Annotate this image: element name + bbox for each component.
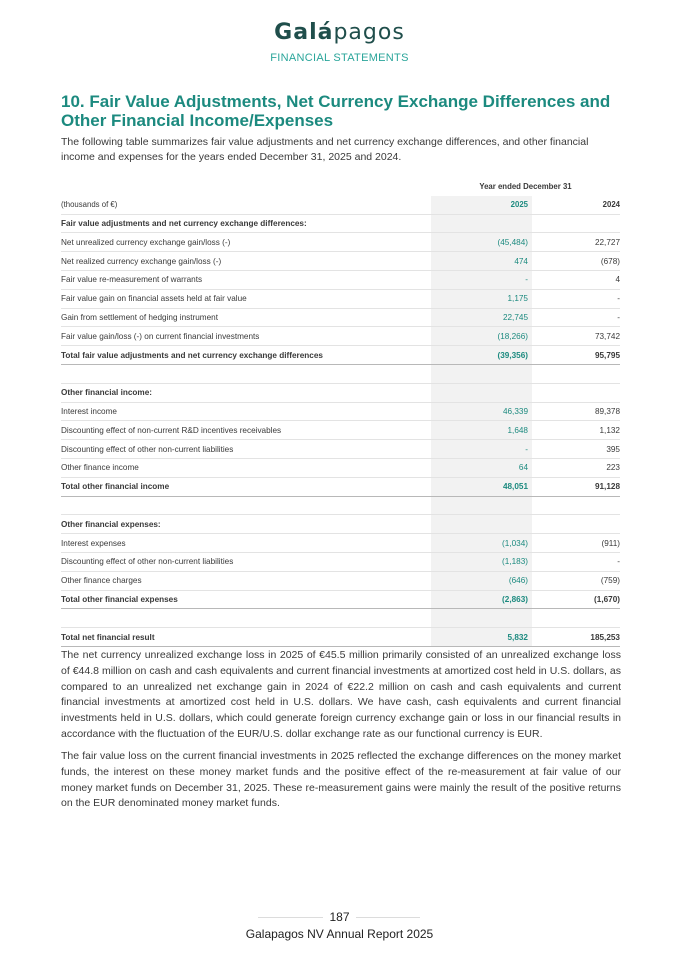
value-2025: - [431,440,532,459]
value-2025: 22,745 [431,308,532,327]
value-2024: (1,670) [532,590,620,609]
row-label: Total other financial income [61,477,427,496]
table-total-row [61,628,620,647]
value-2024: 223 [532,458,620,477]
value-2025: 48,051 [431,477,532,496]
table-section-header-row [61,383,620,402]
value-2025 [431,364,532,383]
column-header-2024: 2024 [532,196,620,214]
value-2024: (759) [532,571,620,590]
value-2024: 89,378 [532,402,620,421]
financial-table [61,178,620,647]
row-label: Other financial expenses: [61,515,427,534]
row-label: Total net financial result [61,628,427,647]
value-2025: (45,484) [431,233,532,252]
value-2025: (646) [431,571,532,590]
value-2024: 95,795 [532,346,620,365]
value-2024: 395 [532,440,620,459]
value-2025: 46,339 [431,402,532,421]
value-2024 [532,214,620,233]
value-2025: 64 [431,458,532,477]
table-row [61,571,620,590]
table-year-header-row [61,178,620,196]
row-label: Net unrealized currency exchange gain/loss (-) [61,233,427,252]
table-spacer-row [61,364,620,383]
value-2024 [532,383,620,402]
paragraph-currency-loss: The net currency unrealized exchange loss in 2025 of €45.5 million primarily consisted of an unrealized exchange loss of €44.8 million on cash and cash equivalents and current financial investments at amortized cost held in U.S. dollars, as compared to an unrealized net exchange gain in 2024 of €22.2 million on cash and cash equivalents and current financial investments at amortized cost held in U.S. dollars. We have cash, cash equivalents and current financial investments held in U.S. dollars, which could generate foreign currency exchange gain or loss in our financial results in accordance with the fluctuation of the EUR/U.S. dollar exchange rate as our functional currency is EUR. [61,649,621,740]
value-2024: - [532,308,620,327]
table-row [61,458,620,477]
value-2025: 1,648 [431,421,532,440]
value-2025: (2,863) [431,590,532,609]
page-number [0,910,679,924]
value-2024: 4 [532,270,620,289]
table-section-header-row [61,214,620,233]
row-label: Gain from settlement of hedging instrument [61,308,427,327]
row-label [61,609,427,628]
company-logo [0,20,679,45]
unit-label: (thousands of €) [61,196,427,214]
table-spacer-row [61,496,620,515]
row-label: Total fair value adjustments and net currency exchange differences [61,346,427,365]
table-total-row [61,590,620,609]
row-label: Discounting effect of other non-current liabilities [61,440,427,459]
table-total-row [61,477,620,496]
table-row [61,233,620,252]
row-label: Interest income [61,402,427,421]
table-row [61,552,620,571]
table-row [61,534,620,553]
page-number-text: 187 [323,910,355,924]
report-title-footer: Galapagos NV Annual Report 2025 [245,927,434,941]
row-label: Other financial income: [61,383,427,402]
row-label: Fair value adjustments and net currency exchange differences: [61,214,427,233]
table-row [61,402,620,421]
value-2024: 73,742 [532,327,620,346]
section-label: FINANCIAL STATEMENTS [270,52,409,64]
table-row [61,270,620,289]
value-2025: 474 [431,252,532,271]
table-section-header-row [61,515,620,534]
value-2025 [431,496,532,515]
table-row [61,308,620,327]
value-2024 [532,496,620,515]
row-label: Other finance charges [61,571,427,590]
table-row [61,440,620,459]
intro-paragraph: The following table summarizes fair value adjustments and net currency exchange differences, and other financial income and expenses for the years ended December 31, 2025 and 2024. [61,136,589,163]
row-label: Discounting effect of other non-current liabilities [61,552,427,571]
value-2025: (1,183) [431,552,532,571]
value-2024: (678) [532,252,620,271]
row-label: Fair value re-measurement of warrants [61,270,427,289]
table-row [61,289,620,308]
value-2025 [431,214,532,233]
table-row [61,252,620,271]
value-2024: - [532,289,620,308]
value-2024 [532,609,620,628]
value-2024: 91,128 [532,477,620,496]
value-2025 [431,515,532,534]
paragraph-fair-value-loss: The fair value loss on the current financial investments in 2025 reflected the exchange differences on the money market funds, the interest on these money market funds and the positive effect of the re-measurement at fair value of our money market funds on December 31, 2025. These re-measurement gains were mainly the result of the positive returns on the EUR denominated money market funds. [61,750,621,810]
row-label [61,364,427,383]
value-2025: (1,034) [431,534,532,553]
row-label: Fair value gain/loss (-) on current financial investments [61,327,427,346]
row-label: Fair value gain on financial assets held at fair value [61,289,427,308]
value-2025: (18,266) [431,327,532,346]
value-2025: 1,175 [431,289,532,308]
year-header: Year ended December 31 [479,182,572,192]
value-2024: 1,132 [532,421,620,440]
table-column-header-row [61,196,620,214]
value-2025 [431,609,532,628]
row-label: Interest expenses [61,534,427,553]
value-2025: - [431,270,532,289]
value-2025: 5,832 [431,628,532,647]
page-title: 10. Fair Value Adjustments, Net Currency Exchange Differences and Other Financial Income/Expenses [61,92,611,130]
row-label: Total other financial expenses [61,590,427,609]
row-label: Discounting effect of non-current R&D incentives receivables [61,421,427,440]
value-2024 [532,515,620,534]
row-label [61,496,427,515]
table-row [61,421,620,440]
value-2024: - [532,552,620,571]
value-2024: (911) [532,534,620,553]
logo-light-part: pagos [333,20,405,45]
row-label: Net realized currency exchange gain/loss (-) [61,252,427,271]
value-2025 [431,383,532,402]
table-spacer-row [61,609,620,628]
column-header-2025: 2025 [431,196,532,214]
table-total-row [61,346,620,365]
value-2024: 22,727 [532,233,620,252]
value-2025: (39,356) [431,346,532,365]
logo-bold-part: Galá [274,20,334,45]
table-row [61,327,620,346]
value-2024: 185,253 [532,628,620,647]
row-label: Other finance income [61,458,427,477]
value-2024 [532,364,620,383]
